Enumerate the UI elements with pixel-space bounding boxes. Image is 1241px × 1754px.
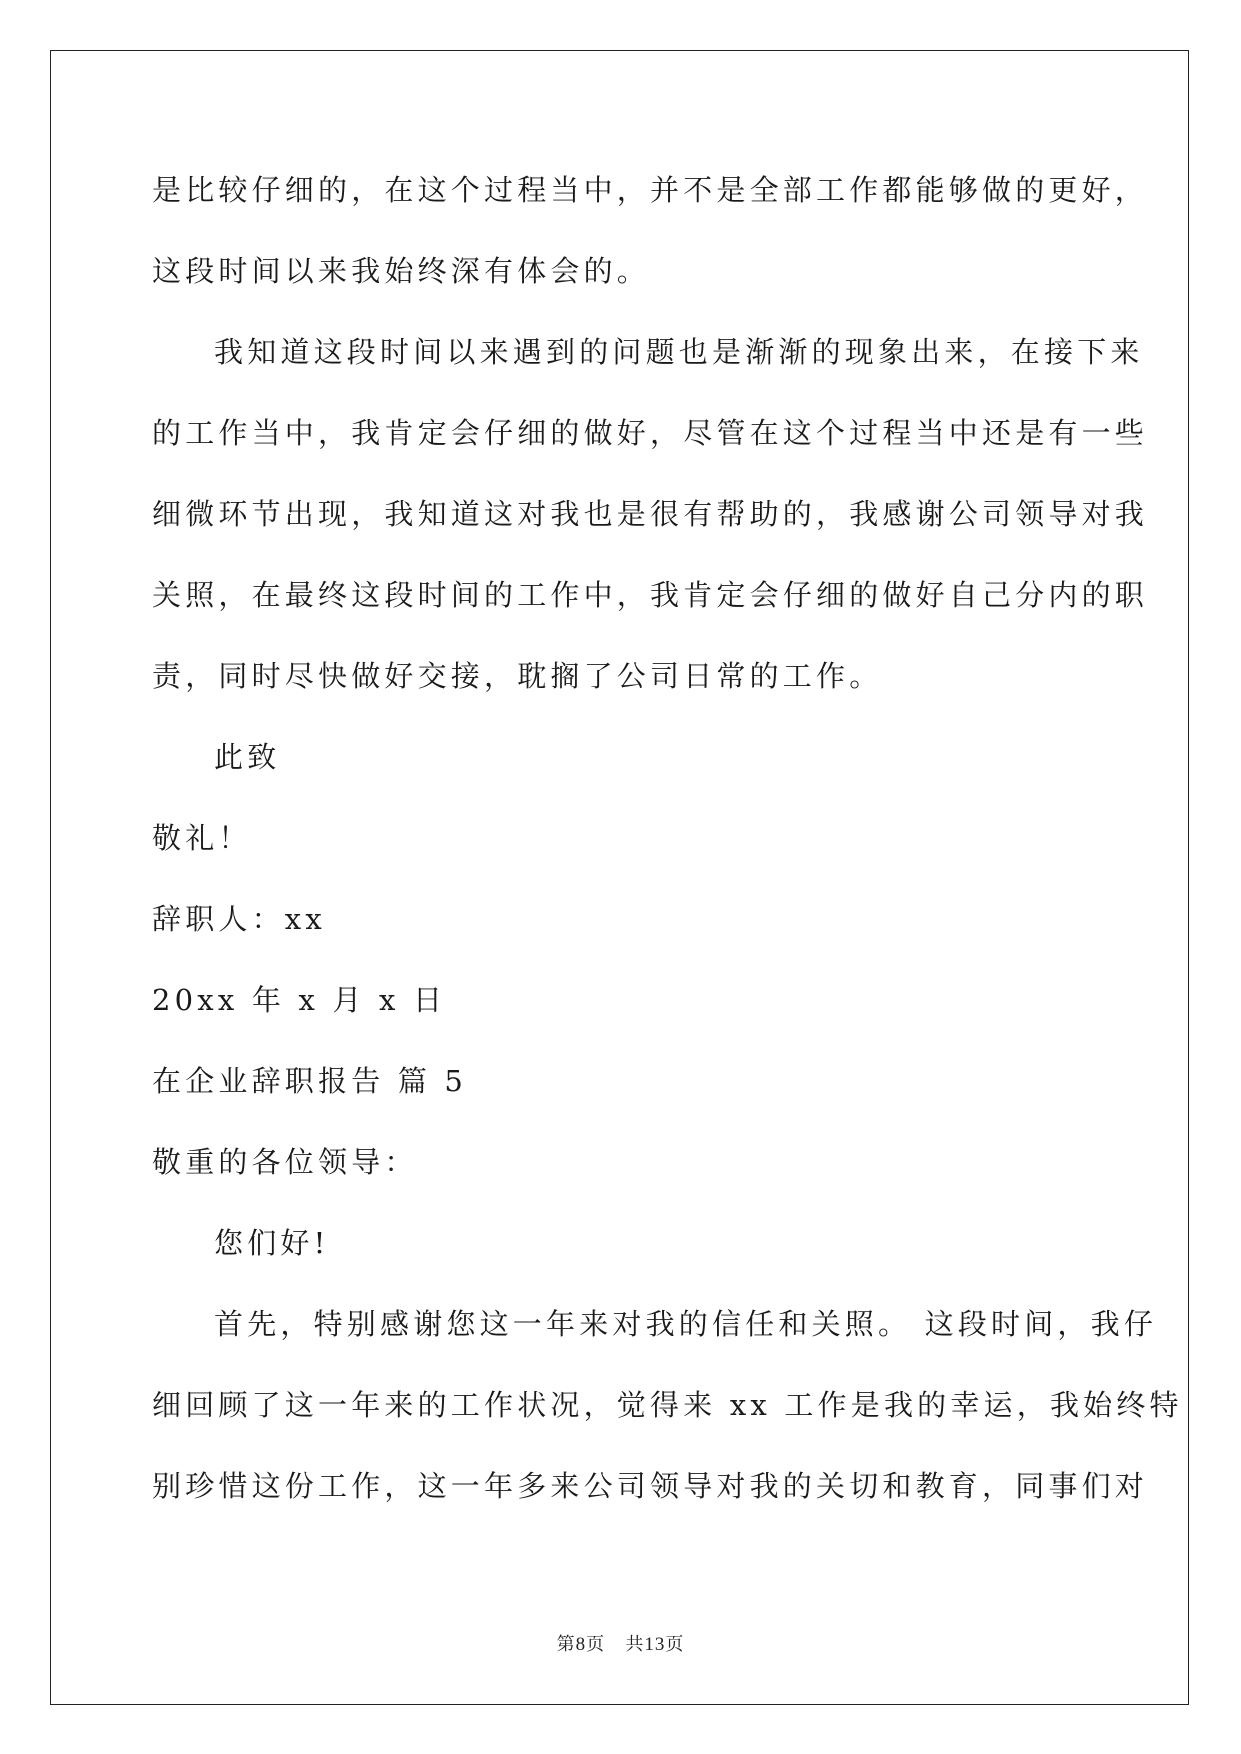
body-line: 关照，在最终这段时间的工作中，我肯定会仔细的做好自己分内的职 [152, 578, 1149, 612]
body-line: 是比较仔细的，在这个过程当中，并不是全部工作都能够做的更好， [152, 173, 1149, 207]
total-suffix: 页 [665, 1634, 685, 1655]
body-line: 细微环节出现，我知道这对我也是很有帮助的，我感谢公司领导对我 [152, 497, 1149, 531]
signature-date: 20xx 年 x 月 x 日 [152, 983, 447, 1017]
document-body [152, 150, 1183, 1527]
paragraph-start: 首先，特别感谢您这一年来对我的信任和关照。 这段时间，我仔 [214, 1307, 1158, 1341]
paragraph-start: 我知道这段时间以来遇到的问题也是渐渐的现象出来，在接下来 [214, 335, 1144, 369]
greeting-recipient: 敬重的各位领导： [152, 1145, 418, 1179]
page-prefix: 第 [556, 1634, 576, 1655]
section-title: 在企业辞职报告 篇 5 [152, 1064, 468, 1098]
total-prefix: 共 [625, 1634, 645, 1655]
closing-salutation: 此致 [214, 740, 281, 774]
closing-regards: 敬礼！ [152, 821, 252, 855]
body-line: 责，同时尽快做好交接，耽搁了公司日常的工作。 [152, 659, 883, 693]
signature-name: 辞职人：xx [152, 902, 326, 936]
page-footer [0, 1630, 1241, 1656]
greeting: 您们好! [214, 1226, 330, 1260]
body-line: 别珍惜这份工作，这一年多来公司领导对我的关切和教育，同事们对 [152, 1469, 1149, 1503]
total-page-number: 13 [644, 1634, 666, 1655]
current-page-number: 8 [575, 1634, 587, 1655]
page-suffix: 页 [586, 1634, 606, 1655]
body-line: 的工作当中，我肯定会仔细的做好，尽管在这个过程当中还是有一些 [152, 416, 1149, 450]
body-line: 这段时间以来我始终深有体会的。 [152, 254, 651, 288]
body-line: 细回顾了这一年来的工作状况，觉得来 xx 工作是我的幸运，我始终特 [152, 1388, 1183, 1422]
